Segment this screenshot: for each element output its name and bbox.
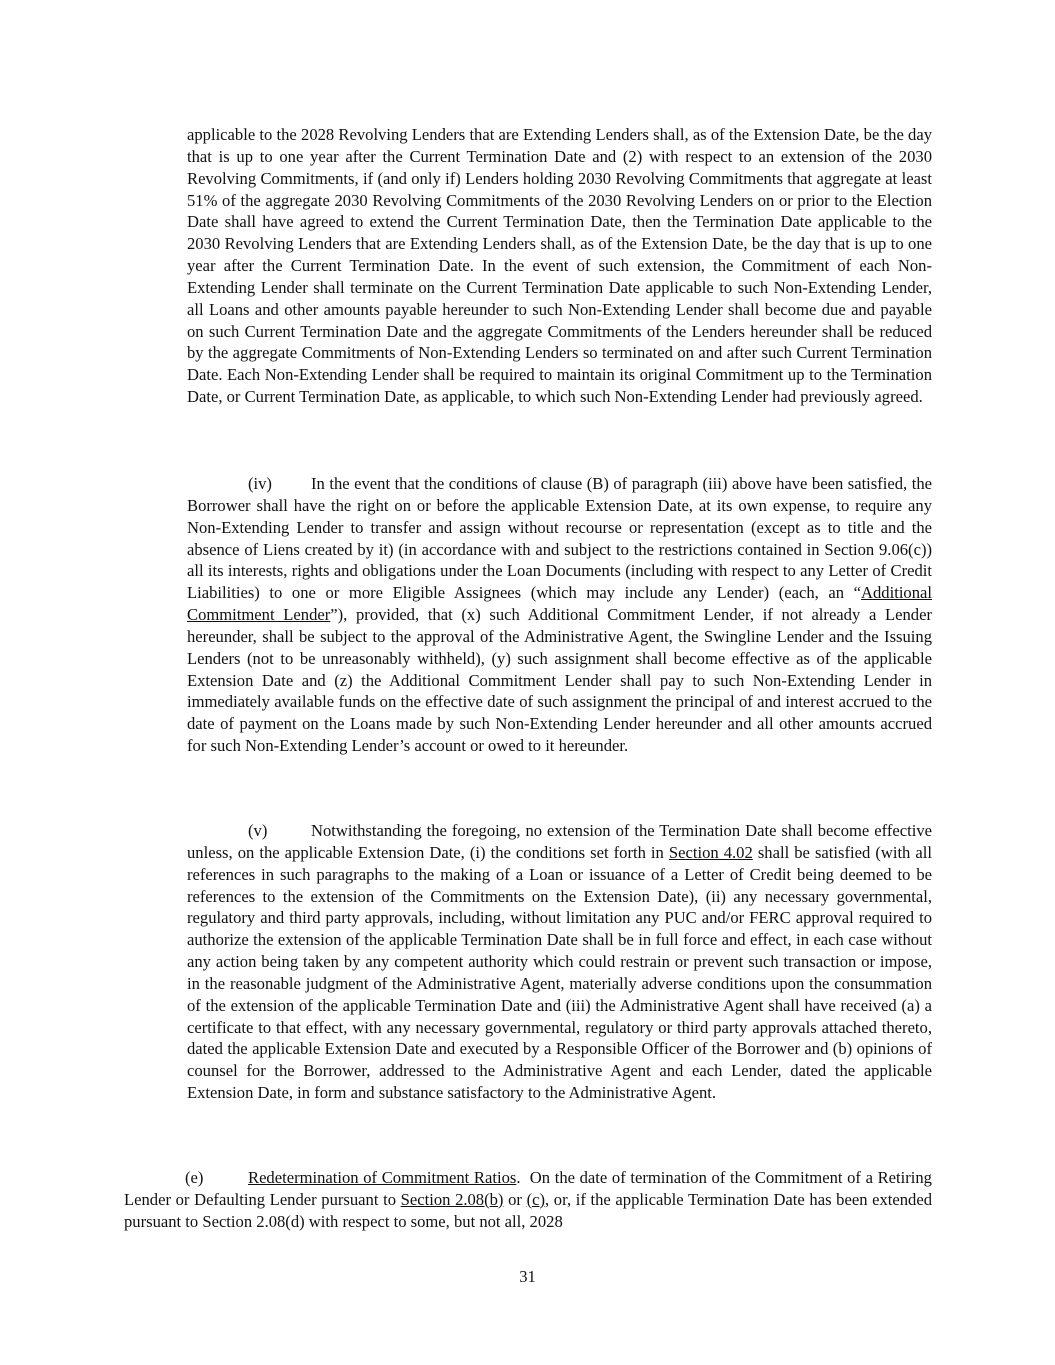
section-reference-4-02: Section 4.02 [668,842,753,862]
paragraph-continued [187,124,932,408]
paragraph-v-text-before: Notwithstanding the foregoing, no extension of the Termination Date shall become effective unless, on the applicable Extension Date, (i) the conditions set forth in [187,821,932,862]
defined-term-additional-commitment-lender: Additional Commitment Lender [187,583,932,625]
paragraph-v [187,820,932,1104]
clause-label-e: (e) [185,1168,204,1187]
paragraph-continued-text: applicable to the 2028 Revolving Lenders that are Extending Lenders shall, as of the Extension Date, be the day that is up to one year after the Current Termination Date and (2) with respect to an extension of the 2030 Revolving Commitments, if (and only if) Lenders holding 2030 Revolving Commitments that aggregate at least 51% of the aggregate 2030 Revolving Commitments of the 2030 Revolving Lenders on or prior to the Election Date shall have agreed to extend the Current Termination Date, then the Termination Date applicable to the 2030 Revolving Lenders that are Extending Lenders shall, as of the Extension Date, be the day that is up to one year after the Current Termination Date. In the event of such extension, the Commitment of each Non-Extending Lender shall terminate on the Current Termination Date applicable to such Non-Extending Lender, all Loans and other amounts payable hereunder to such Non-Extending Lender shall become due and payable on such Current Termination Date and the aggregate Commitments of the Lenders hereunder shall be reduced by the aggregate Commitments of Non-Extending Lenders so terminated on and after such Current Termination Date. Each Non-Extending Lender shall be required to maintain its original Commitment up to the Termination Date, or Current Termination Date, as applicable, to which such Non-Extending Lender had previously agreed. [187,125,932,407]
paragraph-v-text-after: shall be satisfied (with all references in such paragraphs to the making of a Loan or issuance of a Letter of Credit being deemed to be references to the extension of the Commitments on the Extension Date), (ii) any necessary governmental, regulatory and third party approvals, including, without limitation any PUC and/or FERC approval required to authorize the extension of the applicable Termination Date shall be in full force and effect, in each case without any action being taken by any competent authority which could restrain or prevent such transaction or impose, in the reasonable judgment of the Administrative Agent, materially adverse conditions upon the consummation of the extension of the applicable Termination Date and (iii) the Administrative Agent shall have received (a) a certificate to that effect, with any necessary governmental, regulatory or third party approvals attached thereto, dated the applicable Extension Date and executed by a Responsible Officer of the Borrower and (b) opinions of counsel for the Borrower, addressed to the Administrative Agent and each Lender, dated the applicable Extension Date, in form and substance satisfactory to the Administrative Agent. [187,842,932,1103]
paragraph-e-connector: or [503,1189,527,1209]
paragraph-iv-text-before: In the event that the conditions of clause (B) of paragraph (iii) above have been satisfied, the Borrower shall have the right on or before the applicable Extension Date, at its own expense, to require any Non-Extending Lender to transfer and assign without recourse or representation (except as to title and the absence of Liens created by it) (in accordance with and subject to the restrictions contained in Section 9.06(c)) all its interests, rights and obligations under the Loan Documents (including with respect to any Letter of Credit Liabilities) to one or more Eligible Assignees (which may include any Lender) (each, an “ [187,474,932,603]
paragraph-iv [187,473,932,757]
section-heading-redetermination: Redetermination of Commitment Ratios [248,1168,517,1187]
paragraph-e-text-before: On the date of termination of the Commitment of a Retiring Lender or Defaulting Lender pursuant to [124,1168,937,1209]
paragraph-e [124,1167,937,1233]
section-reference-2-08-b: Section 2.08(b) [400,1189,504,1209]
paragraph-e-text-after: , or, if the applicable Termination Date has been extended pursuant to Section 2.08(d) with respect to some, but not all, 2028 [124,1189,933,1231]
paragraph-iv-text-after: ”), provided, that (x) such Additional Commitment Lender, if not already a Lender hereunder, shall be subject to the approval of the Administrative Agent, the Swingline Lender and the Issuing Lenders (not to be unreasonably withheld), (y) such assignment shall become effective as of the applicable Extension Date and (z) the Additional Commitment Lender shall pay to such Non-Extending Lender in immediately available funds on the effective date of such assignment the principal of and interest accrued to the date of payment on the Loans made by such Non-Extending Lender hereunder and all other amounts accrued for such Non-Extending Lender’s account or owed to it hereunder. [187,605,932,756]
page-number: 31 [519,1267,536,1286]
clause-label-iv: (iv) [248,474,272,493]
section-reference-c: (c) [526,1189,545,1209]
clause-label-v: (v) [248,821,268,840]
section-heading-period: . [516,1168,521,1187]
